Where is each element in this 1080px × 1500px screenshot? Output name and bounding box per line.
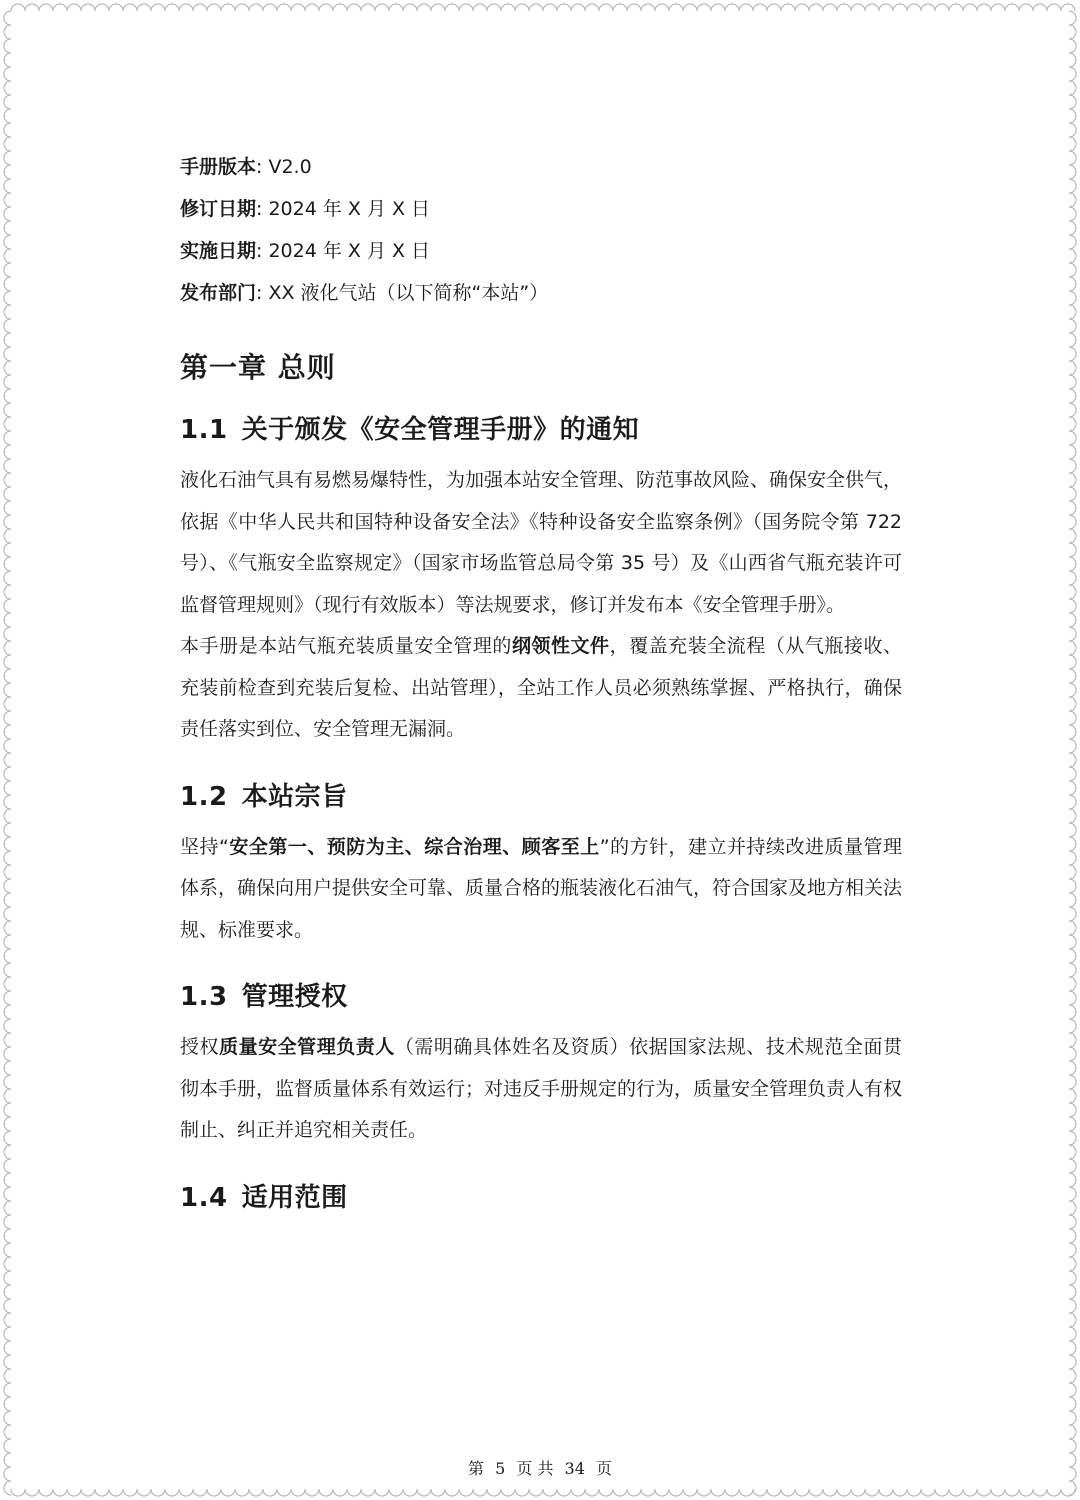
paragraph <box>180 460 902 626</box>
meta-separator: : <box>256 156 263 178</box>
footer-prefix: 第 <box>467 1459 484 1478</box>
paragraph-text: 授权 <box>180 1036 220 1058</box>
section-number: 1.1 <box>180 415 228 445</box>
meta-line-version <box>180 146 902 188</box>
section-title-1-4 <box>180 1178 902 1218</box>
paragraph <box>180 827 902 952</box>
section-heading: 管理授权 <box>241 982 348 1012</box>
meta-separator: : <box>256 198 263 220</box>
section-title-1-3 <box>180 977 902 1017</box>
meta-value: XX 液化气站（以下简称“本站”） <box>268 282 549 304</box>
meta-line-revision-date <box>180 188 902 230</box>
paragraph-text: ，覆盖充装全流程（从气瓶接收、充装前检查到充装后复检、出站管理），全站工作人员必须熟练掌握、严格执行，确保责任落实到位、安全管理无漏洞。 <box>180 635 902 740</box>
section-heading: 适用范围 <box>241 1182 348 1213</box>
paragraph-emphasis: 纲领性文件 <box>511 635 610 657</box>
section-number: 1.4 <box>180 1182 228 1213</box>
footer-page-number: 5 <box>495 1459 506 1478</box>
meta-label: 发布部门 <box>180 282 257 304</box>
meta-label: 实施日期 <box>180 240 257 262</box>
paragraph <box>180 626 902 751</box>
section-title-1-1 <box>180 410 902 450</box>
meta-line-department <box>180 272 902 314</box>
document-body <box>180 146 902 1228</box>
paragraph-text: 液化石油气具有易燃易爆特性，为加强本站安全管理、防范事故风险、确保安全供气，依据《中华人民共和国特种设备安全法》《特种设备安全监察条例》（国务院令第 722 号）、《气瓶安全监察规定》（国家市场监管总局令第 35 号）及《山西省气瓶充装许可监督管理规则》（现行有效版本）等法规要求，修订并发布本《安全管理手册》。 <box>180 469 903 616</box>
paragraph-emphasis: 质量安全管理负责人 <box>219 1036 395 1058</box>
meta-value: V2.0 <box>268 156 312 178</box>
paragraph-emphasis: 安全第一、预防为主、综合治理、顾客至上 <box>228 835 600 858</box>
paragraph-text: 本手册是本站气瓶充装质量安全管理的 <box>180 635 512 657</box>
paragraph-text: 坚持“ <box>180 835 229 858</box>
section-number: 1.3 <box>180 982 228 1012</box>
meta-value: 2024 年 X 月 X 日 <box>268 240 431 262</box>
section-heading: 关于颁发《安全管理手册》的通知 <box>241 415 640 445</box>
footer-total-pages: 34 <box>564 1459 585 1478</box>
chapter-title: 第一章 总则 <box>180 351 336 384</box>
section-title-1-2 <box>180 777 902 817</box>
paragraph <box>180 1027 902 1152</box>
paragraph-text: （需明确具体姓名及资质）依据国家法规、技术规范全面贯彻本手册，监督质量体系有效运行；对违反手册规定的行为，质量安全管理负责人有权制止、纠正并追究相关责任。 <box>180 1036 903 1141</box>
meta-label: 修订日期 <box>180 198 257 220</box>
section-heading: 本站宗旨 <box>241 781 348 812</box>
footer-suffix: 页 <box>596 1459 613 1478</box>
section-number: 1.2 <box>180 781 228 812</box>
meta-value: 2024 年 X 月 X 日 <box>268 198 431 220</box>
meta-block <box>180 146 902 314</box>
paragraph-text: ”的方针，建立并持续改进质量管理体系，确保向用户提供安全可靠、质量合格的瓶装液化石油气，符合国家及地方相关法规、标准要求。 <box>180 835 903 941</box>
footer-mid: 页 共 <box>516 1459 554 1478</box>
meta-separator: : <box>256 240 263 262</box>
page-footer <box>0 1456 1080 1479</box>
meta-label: 手册版本 <box>180 156 257 178</box>
meta-separator: : <box>256 282 263 304</box>
meta-line-effective-date <box>180 230 902 272</box>
